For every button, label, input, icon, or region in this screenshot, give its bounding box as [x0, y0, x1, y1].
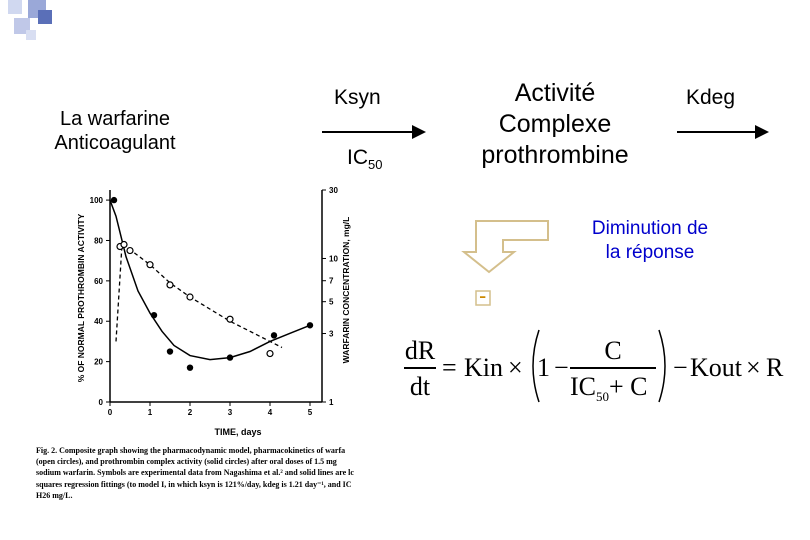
concentration-data-point: [121, 242, 127, 248]
ic50-subscript: 50: [368, 157, 383, 173]
drug-label-line2: Anticoagulant: [54, 132, 176, 154]
eq-denominator: [570, 372, 648, 405]
right-tick-label: 7: [329, 276, 334, 286]
eq-kout: Kout: [690, 353, 742, 382]
x-tick-label: 0: [107, 408, 113, 417]
right-tick-label: 30: [329, 186, 338, 195]
pk-pd-figure: [60, 180, 400, 440]
caption-line: sodium warfarin. Symbols are experimental data from Nagashima et al.² and solid lines are lc: [36, 468, 354, 478]
left-tick-label: 0: [98, 398, 103, 407]
concentration-data-point: [187, 294, 193, 300]
eq-ic: IC: [570, 372, 596, 401]
left-tick-label: 20: [94, 357, 103, 367]
activity-data-point: [187, 364, 193, 370]
synthesis-arrow: [322, 125, 426, 139]
eq-R: R: [766, 353, 784, 382]
inhibition-arrow: [464, 221, 548, 272]
effect-label: [560, 217, 740, 265]
eq-fraction-bar1: [404, 367, 436, 369]
ksyn-label: Ksyn: [334, 86, 381, 109]
eq-ic-sub: 50: [596, 389, 609, 405]
effect-line1: Diminution de: [591, 218, 709, 239]
left-tick-label: 60: [94, 276, 103, 286]
eq-C: C: [604, 336, 622, 365]
activity-data-point: [111, 197, 117, 203]
eq-kin: Kin: [464, 353, 503, 382]
activity-data-point: [151, 312, 157, 318]
right-axis-label: WARFARIN CONCENTRATION, mg/L: [341, 216, 351, 364]
degradation-arrow: [677, 125, 769, 139]
activity-fit-curve: [110, 200, 310, 360]
eq-minus2: −: [673, 353, 688, 382]
concentration-data-point: [267, 351, 273, 357]
figure-caption: [36, 445, 386, 501]
equation: [402, 326, 807, 406]
ic50-label: [347, 146, 382, 172]
concentration-data-point: [147, 262, 153, 268]
concentration-data-point: [167, 282, 173, 288]
x-tick-label: 5: [307, 408, 313, 417]
activity-data-point: [271, 332, 277, 338]
eq-times2: ×: [746, 353, 761, 382]
caption-line: Fig. 2. Composite graph showing the pharmacodynamic model, pharmacokinetics of warfa: [36, 446, 346, 455]
eq-one: 1: [537, 353, 550, 382]
right-tick-label: 3: [329, 329, 334, 339]
concentration-data-point: [227, 316, 233, 322]
left-tick-label: 40: [94, 317, 103, 327]
activity-data-point: [227, 354, 233, 360]
complex-line3: prothrombine: [481, 141, 629, 169]
right-tick-label: 1: [329, 398, 334, 407]
drug-label-line1: La warfarine: [59, 108, 171, 130]
x-tick-label: 1: [147, 408, 153, 417]
left-tick-label: 100: [89, 196, 103, 206]
right-tick-label: 10: [329, 254, 338, 264]
x-axis-label: TIME, days: [214, 427, 262, 437]
complex-line1: Activité: [514, 79, 596, 107]
effect-line2: la réponse: [605, 242, 695, 263]
eq-plusC: + C: [609, 372, 648, 401]
complex-label: [430, 78, 680, 171]
x-tick-label: 2: [187, 408, 193, 417]
eq-right-paren: [656, 328, 672, 404]
left-tick-label: 80: [94, 236, 103, 246]
caption-line: squares regression fittings (to model I, in which ksyn is 121%/day, kdeg is 1.21 day⁻¹, and IC: [36, 479, 352, 489]
x-tick-label: 4: [267, 408, 273, 417]
minus-sign: -: [479, 283, 487, 308]
activity-data-point: [307, 322, 313, 328]
eq-equals: =: [442, 353, 457, 382]
eq-minus1: −: [554, 353, 569, 382]
activity-data-point: [167, 348, 173, 354]
eq-dR: dR: [404, 336, 436, 365]
concentration-data-point: [127, 248, 133, 254]
kdeg-label: Kdeg: [686, 86, 736, 109]
ic50-base: IC: [347, 146, 368, 169]
left-axis-label: % OF NORMAL PROTHROMBIN ACTIVITY: [76, 213, 86, 383]
complex-line2: Complexe: [498, 110, 612, 138]
eq-dt: dt: [409, 372, 431, 401]
right-tick-label: 5: [329, 297, 334, 307]
x-tick-label: 3: [227, 408, 233, 417]
eq-times1: ×: [508, 353, 523, 382]
eq-fraction-bar2: [570, 367, 656, 369]
caption-line: H26 mg/L.: [36, 490, 73, 500]
caption-line: (open circles), and prothrombin complex activity (solid circles) after oral doses of 1.5 mg: [36, 457, 337, 467]
